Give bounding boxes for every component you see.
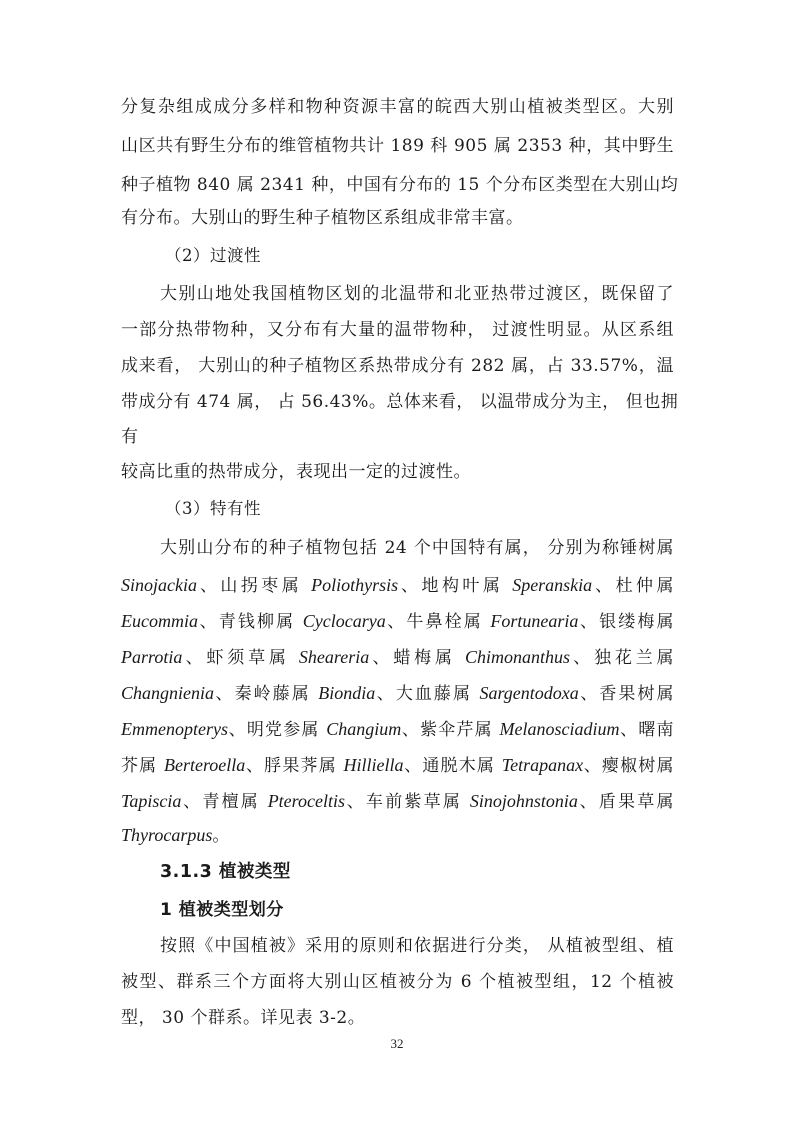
latin-genus: Hilliella bbox=[343, 755, 404, 775]
body-line: 有分布。大别山的野生种子植物区系组成非常丰富。 bbox=[121, 208, 524, 228]
chinese-genus: 、大血藤属 bbox=[375, 684, 480, 704]
section-heading: 3.1.3 植被类型 bbox=[160, 862, 291, 882]
latin-genus: Tetrapanax bbox=[501, 755, 584, 775]
genus-line bbox=[121, 717, 674, 742]
latin-genus: Fortunearia bbox=[490, 611, 579, 631]
subsection-heading: （2）过渡性 bbox=[165, 246, 261, 265]
latin-genus: Chimonanthus bbox=[464, 647, 570, 667]
body-line: 有 bbox=[121, 427, 139, 447]
body-line: 被型、群系三个方面将大别山区植被分为 6 个植被型组，12 个植被 bbox=[121, 972, 674, 992]
chinese-genus: 、脬果荠属 bbox=[245, 756, 344, 776]
page-number: 32 bbox=[390, 1036, 404, 1051]
chinese-genus: 、青钱柳属 bbox=[197, 612, 303, 632]
latin-genus: Sinojohnstonia bbox=[469, 791, 578, 811]
latin-genus: Cyclocarya bbox=[302, 611, 386, 631]
body-line: 较高比重的热带成分，表现出一定的过渡性。 bbox=[121, 462, 471, 482]
body-line: 大别山分布的种子植物包括 24 个中国特有属， 分别为称锤树属 bbox=[160, 538, 674, 558]
body-line: 大别山地处我国植物区划的北温带和北亚热带过渡区，既保留了 bbox=[160, 284, 674, 304]
body-line: 带成分有 474 属， 占 56.43%。总体来看， 以温带成分为主， 但也拥 bbox=[121, 392, 679, 412]
latin-genus: Parrotia bbox=[121, 647, 183, 667]
chinese-genus: 、虾须草属 bbox=[182, 648, 299, 668]
body-line: 一部分热带物种，又分布有大量的温带物种， 过渡性明显。从区系组 bbox=[121, 320, 674, 340]
genus-line bbox=[121, 609, 674, 634]
chinese-genus: 、明党参属 bbox=[227, 720, 327, 740]
chinese-genus: 、地构叶属 bbox=[398, 576, 513, 596]
latin-genus: Emmenopterys bbox=[121, 719, 228, 739]
latin-genus: Changnienia bbox=[121, 683, 214, 703]
chinese-genus: 、车前紫草属 bbox=[345, 792, 470, 812]
chinese-genus: 、牛鼻栓属 bbox=[385, 612, 491, 632]
genus-line bbox=[121, 753, 674, 778]
chinese-genus: 、紫伞芹属 bbox=[401, 720, 500, 740]
body-line: 按照《中国植被》采用的原则和依据进行分类， 从植被型组、植 bbox=[160, 936, 674, 956]
chinese-genus: 、盾果草属 bbox=[577, 792, 675, 812]
latin-genus: Pteroceltis bbox=[267, 791, 345, 811]
genus-line bbox=[121, 823, 674, 848]
genus-line bbox=[121, 573, 674, 598]
latin-genus: Thyrocarpus bbox=[121, 825, 213, 845]
latin-genus: Poliothyrsis bbox=[311, 575, 399, 595]
chinese-genus: 、香果树属 bbox=[578, 684, 675, 704]
punctuation: 。 bbox=[212, 826, 230, 846]
chinese-genus: 、山拐枣属 bbox=[196, 576, 312, 596]
latin-genus: Speranskia bbox=[512, 575, 593, 595]
genus-line bbox=[121, 789, 674, 814]
chinese-genus: 、通脱木属 bbox=[403, 756, 502, 776]
chinese-genus: 芥属 bbox=[121, 756, 164, 776]
chinese-genus: 、瘿椒树属 bbox=[583, 756, 674, 776]
genus-line bbox=[121, 645, 674, 670]
latin-genus: Melanosciadium bbox=[499, 719, 620, 739]
chinese-genus: 、杜仲属 bbox=[592, 576, 675, 596]
body-line: 山区共有野生分布的维管植物共计 189 科 905 属 2353 种，其中野生 bbox=[121, 136, 674, 156]
body-line: 分复杂组成成分多样和物种资源丰富的皖西大别山植被类型区。大别 bbox=[121, 97, 674, 117]
latin-genus: Sinojackia bbox=[121, 575, 197, 595]
chinese-genus: 、银缕梅属 bbox=[578, 612, 675, 632]
latin-genus: Eucommia bbox=[121, 611, 198, 631]
genus-line bbox=[121, 681, 674, 706]
body-line: 种子植物 840 属 2341 种，中国有分布的 15 个分布区类型在大别山均 bbox=[121, 175, 679, 195]
latin-genus: Sheareria bbox=[298, 647, 370, 667]
chinese-genus: 、独花兰属 bbox=[569, 648, 675, 668]
chinese-genus: 、曙南 bbox=[619, 720, 675, 740]
body-line: 成来看， 大别山的种子植物区系热带成分有 282 属，占 33.57%，温 bbox=[121, 356, 674, 376]
latin-genus: Berteroella bbox=[163, 755, 246, 775]
latin-genus: Biondia bbox=[318, 683, 376, 703]
subsection-heading: （3）特有性 bbox=[165, 499, 261, 518]
chinese-genus: 、秦岭藤属 bbox=[214, 684, 319, 704]
latin-genus: Tapiscia bbox=[121, 791, 182, 811]
chinese-genus: 、青檀属 bbox=[181, 792, 268, 812]
latin-genus: Sargentodoxa bbox=[479, 683, 579, 703]
subsection-heading: 1 植被类型划分 bbox=[160, 900, 284, 920]
body-line: 型， 30 个群系。详见表 3-2。 bbox=[121, 1008, 366, 1028]
chinese-genus: 、蜡梅属 bbox=[369, 648, 465, 668]
latin-genus: Changium bbox=[326, 719, 402, 739]
